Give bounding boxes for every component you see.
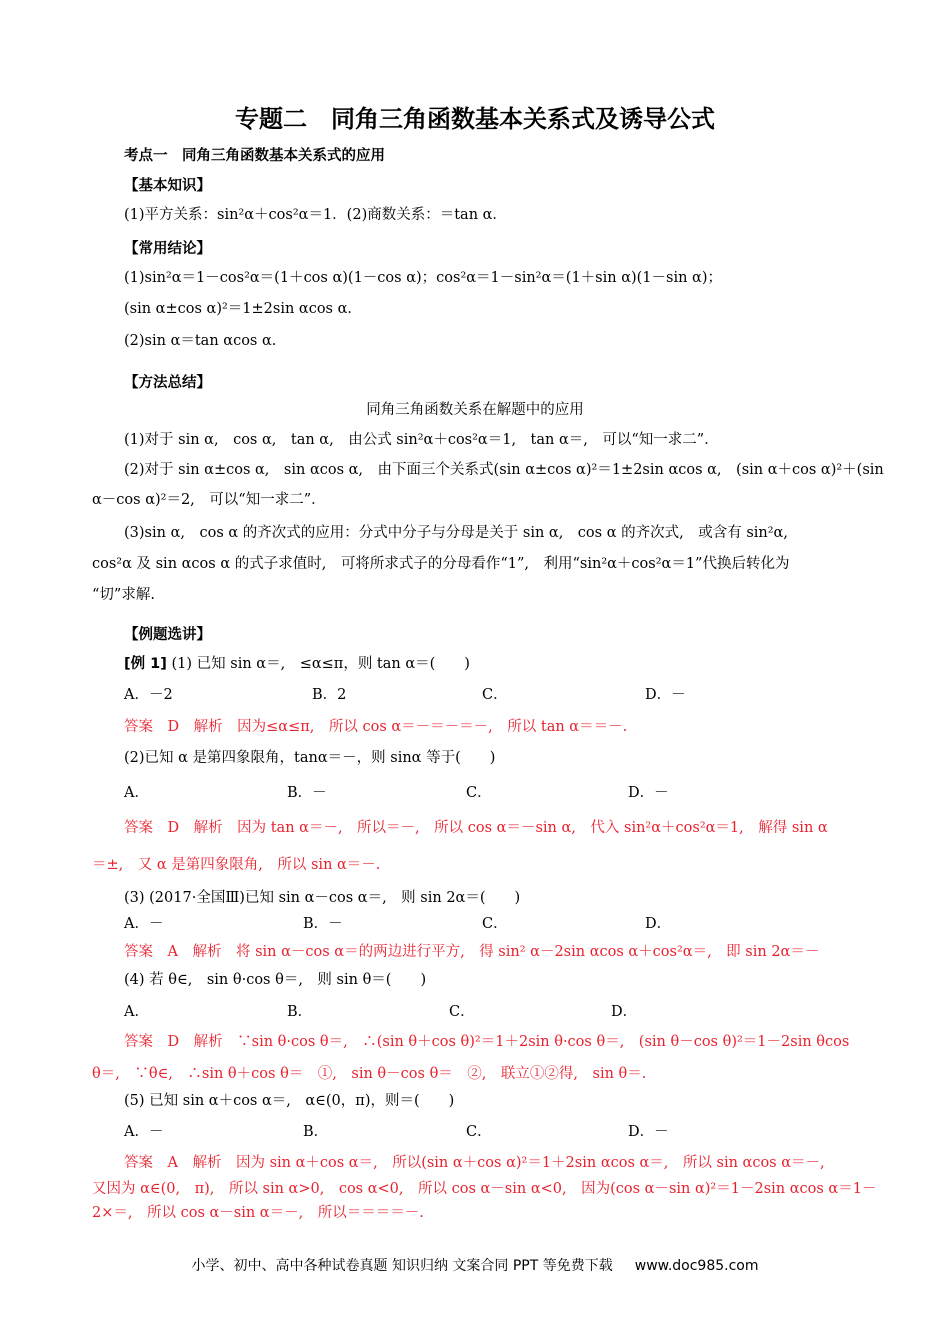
method-subtitle: 同角三角函数关系在解题中的应用	[366, 402, 584, 418]
method-item-3-line-3: “切”求解.	[92, 587, 155, 603]
answer-4-line-2: θ＝, ∵θ∈, ∴sin θ＋cos θ＝ ①, sin θ－cos θ＝ ②, 联立①②得, sin θ＝.	[92, 1066, 647, 1082]
option-d: D．	[645, 916, 672, 932]
method-summary-header: 【方法总结】	[124, 375, 211, 391]
footer-link[interactable]: www.doc985.com	[634, 1258, 759, 1274]
example-1-question-3: (3) (2017·全国Ⅲ)已知 sin α－cos α＝, 则 sin 2α＝( )	[124, 890, 521, 906]
option-c: C．	[466, 1124, 492, 1140]
example-1-question-5: (5) 已知 sin α＋cos α＝, α∈(0，π)，则＝( )	[124, 1093, 455, 1109]
examples-header: 【例题选讲】	[124, 627, 211, 643]
option-b: B．	[303, 1124, 329, 1140]
example-label: [例 1]	[124, 656, 167, 672]
option-b: B．－	[287, 785, 327, 801]
method-item-3-line-2: cos²α 及 sin αcos α 的式子求值时, 可将所求式子的分母看作“1”, 利用“sin²α＋cos²α＝1”代换后转化为	[92, 556, 790, 572]
option-c: C．	[482, 687, 508, 703]
section-heading: 考点一 同角三角函数基本关系式的应用	[124, 148, 385, 164]
option-a: A．－2	[124, 687, 173, 703]
question-text: (1) 已知 sin α＝, ≤α≤π，则 tan α＝( )	[166, 656, 470, 672]
page-footer	[0, 1256, 950, 1276]
footer-text: 小学、初中、高中各种试卷真题 知识归纳 文案合同 PPT 等免费下载	[191, 1258, 613, 1274]
common-conclusion-line-1: (1)sin²α＝1－cos²α＝(1＋cos α)(1－cos α)；cos²α＝1－sin²α＝(1＋sin α)(1－sin α)；	[124, 270, 723, 286]
method-item-1: (1)对于 sin α, cos α, tan α, 由公式 sin²α＋cos²α＝1, tan α＝, 可以“知一求二”．	[124, 432, 719, 448]
option-c: C．	[449, 1004, 475, 1020]
answer-3: 答案 A 解析 将 sin α－cos α＝的两边进行平方, 得 sin² α－2sin αcos α＋cos²α＝, 即 sin 2α＝－	[124, 944, 820, 960]
answer-4-line-1: 答案 D 解析 ∵sin θ·cos θ＝, ∴(sin θ＋cos θ)²＝1＋2sin θ·cos θ＝, (sin θ－cos θ)²＝1－2sin θcos	[124, 1034, 850, 1050]
option-d: D．－	[645, 687, 686, 703]
option-b: B．	[287, 1004, 313, 1020]
basic-knowledge-text: (1)平方关系：sin²α＋cos²α＝1．(2)商数关系：＝tan α．	[124, 207, 507, 223]
option-a: A．－	[124, 1124, 164, 1140]
example-1-question-2: (2)已知 α 是第四象限角，tanα＝－，则 sinα 等于( )	[124, 750, 496, 766]
option-a: A．	[124, 1004, 149, 1020]
common-conclusion-line-3: (2)sin α＝tan αcos α.	[124, 333, 277, 349]
method-item-2-line-1: (2)对于 sin α±cos α, sin αcos α, 由下面三个关系式(sin α±cos α)²＝1±2sin αcos α, (sin α＋cos α)²＋(sin	[124, 462, 884, 478]
option-d: D．－	[628, 1124, 669, 1140]
option-b: B．－	[303, 916, 343, 932]
option-c: C．	[466, 785, 492, 801]
answer-5-line-2: 又因为 α∈(0, π), 所以 sin α>0, cos α<0, 所以 cos α－sin α<0, 因为(cos α－sin α)²＝1－2sin αcos α＝1－	[92, 1181, 877, 1197]
option-c: C．	[482, 916, 508, 932]
answer-1: 答案 D 解析 因为≤α≤π, 所以 cos α＝－＝－＝－, 所以 tan α＝＝－.	[124, 719, 628, 735]
option-a: A．	[124, 785, 149, 801]
option-b: B．2	[312, 687, 347, 703]
basic-knowledge-header: 【基本知识】	[124, 178, 211, 194]
common-conclusion-header: 【常用结论】	[124, 241, 211, 257]
method-item-3-line-1: (3)sin α, cos α 的齐次式的应用：分式中分子与分母是关于 sin α, cos α 的齐次式, 或含有 sin²α,	[124, 525, 788, 541]
example-1-question-4: (4) 若 θ∈, sin θ·cos θ＝, 则 sin θ＝( )	[124, 972, 427, 988]
option-d: D．－	[628, 785, 669, 801]
answer-2-line-2: ＝±, 又 α 是第四象限角, 所以 sin α＝－.	[92, 857, 381, 873]
common-conclusion-line-2: (sin α±cos α)²＝1±2sin αcos α．	[124, 301, 362, 317]
example-1-question-1	[124, 654, 470, 674]
option-d: D．	[611, 1004, 638, 1020]
page-title: 专题二 同角三角函数基本关系式及诱导公式	[235, 105, 715, 133]
answer-5-line-1: 答案 A 解析 因为 sin α＋cos α＝, 所以(sin α＋cos α)²＝1＋2sin αcos α＝, 所以 sin αcos α＝－,	[124, 1155, 825, 1171]
answer-2-line-1: 答案 D 解析 因为 tan α＝－, 所以＝－, 所以 cos α＝－sin α, 代入 sin²α＋cos²α＝1, 解得 sin α	[124, 820, 828, 836]
method-item-2-line-2: α－cos α)²＝2, 可以“知一求二”．	[92, 492, 326, 508]
option-a: A．－	[124, 916, 164, 932]
answer-5-line-3: 2×＝, 所以 cos α－sin α＝－, 所以＝＝＝＝－.	[92, 1205, 424, 1221]
